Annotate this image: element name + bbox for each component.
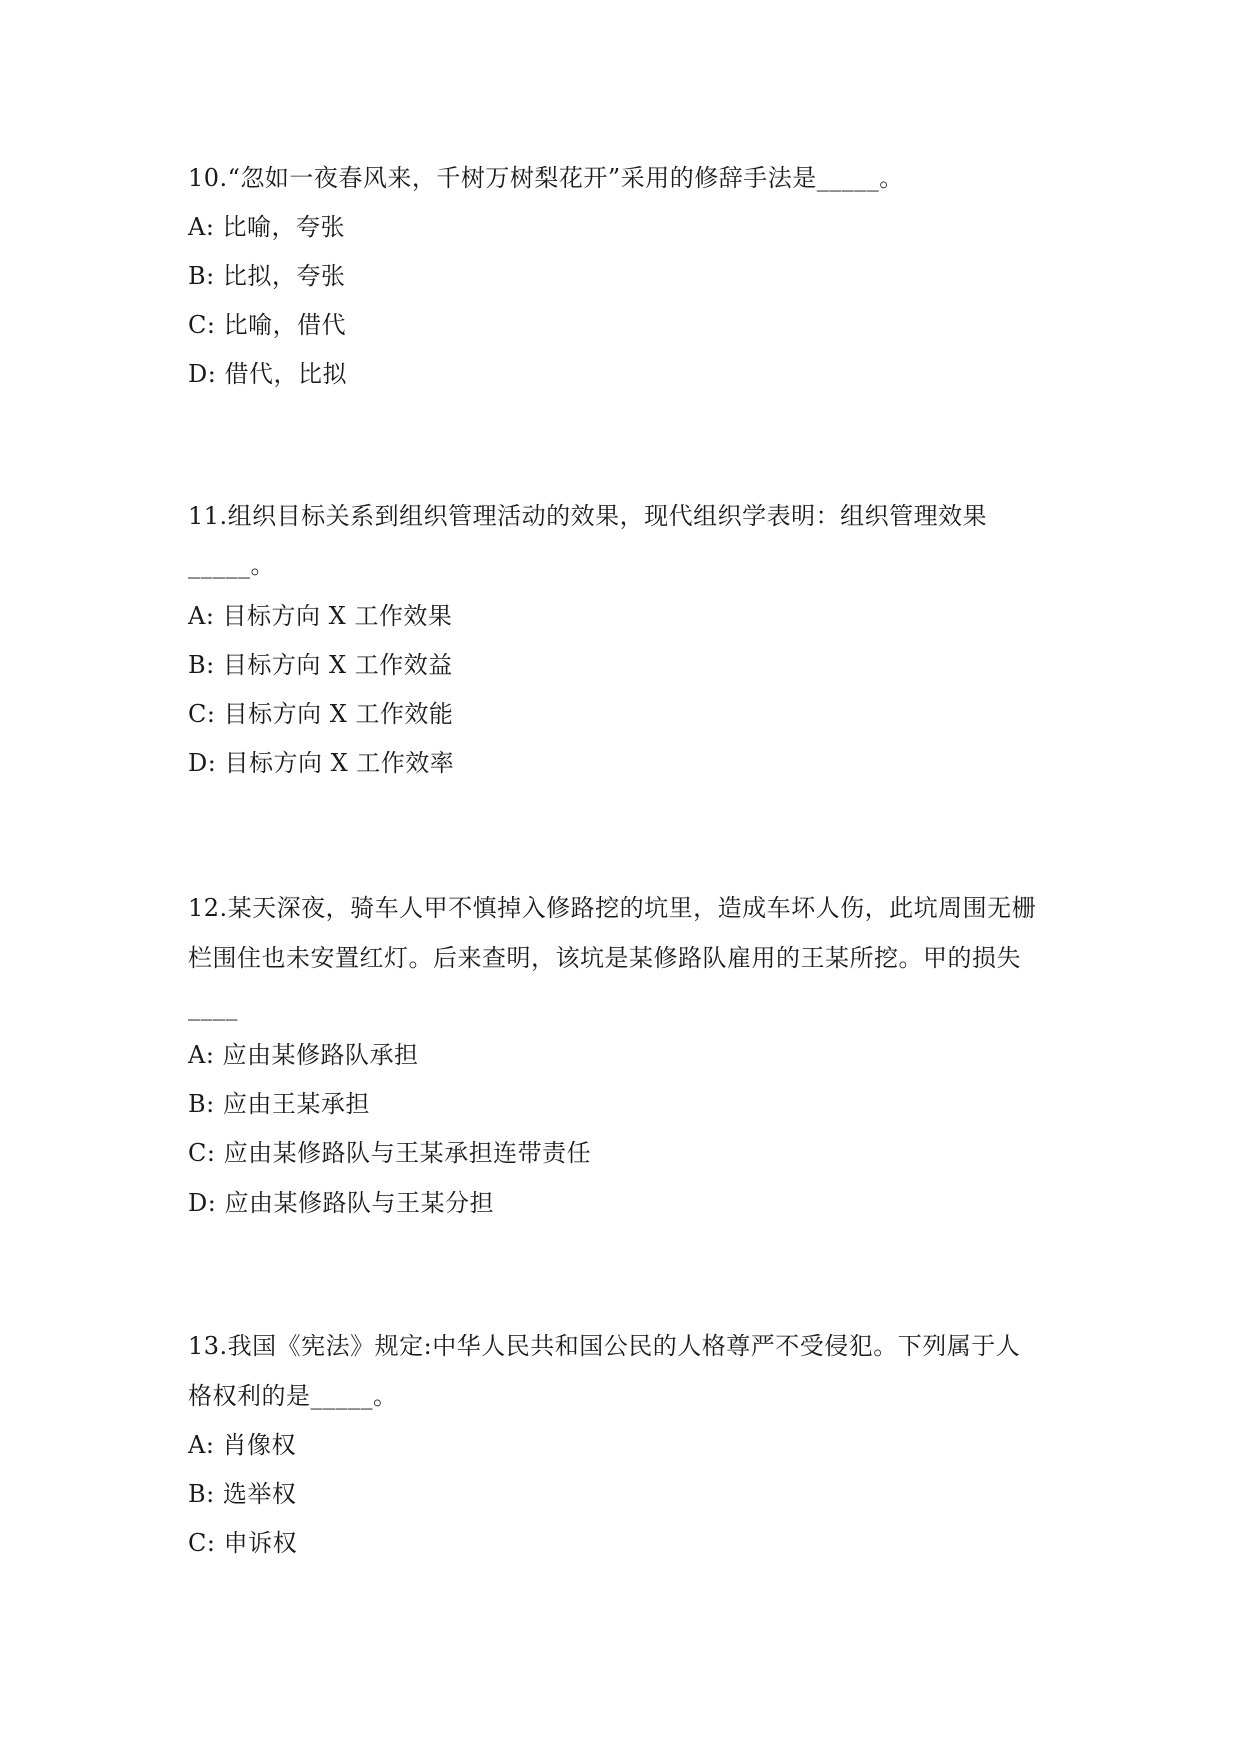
question-12-option-a: A: 应由某修路队承担 — [188, 1041, 419, 1069]
question-10-option-d: D: 借代，比拟 — [188, 360, 347, 388]
question-10-option-c: C: 比喻，借代 — [188, 311, 347, 339]
question-11-stem-line-2: _____。 — [188, 551, 275, 579]
question-11-stem-line-1: 11.组织目标关系到组织管理活动的效果，现代组织学表明：组织管理效果 — [188, 502, 988, 530]
question-12-option-b: B: 应由王某承担 — [188, 1090, 370, 1118]
question-13-option-c: C: 申诉权 — [188, 1529, 298, 1557]
question-10-option-b: B: 比拟，夸张 — [188, 262, 346, 290]
question-10-stem-line-1: 10.“忽如一夜春风来，千树万树梨花开”采用的修辞手法是_____。 — [188, 164, 904, 192]
question-13-stem-line-1: 13.我国《宪法》规定:中华人民共和国公民的人格尊严不受侵犯。下列属于人 — [188, 1332, 1021, 1360]
question-11-option-b: B: 目标方向 X 工作效益 — [188, 651, 453, 679]
question-13-option-b: B: 选举权 — [188, 1480, 297, 1508]
question-11-option-c: C: 目标方向 X 工作效能 — [188, 700, 454, 728]
question-13-stem-line-2: 格权利的是_____。 — [188, 1382, 398, 1410]
question-12-stem-line-3: ____ — [188, 993, 238, 1021]
question-11-option-a: A: 目标方向 X 工作效果 — [188, 602, 453, 630]
question-12-option-d: D: 应由某修路队与王某分担 — [188, 1189, 494, 1217]
question-12-stem-line-2: 栏围住也未安置红灯。后来查明，该坑是某修路队雇用的王某所挖。甲的损失 — [188, 944, 1021, 972]
question-10-option-a: A: 比喻，夸张 — [188, 213, 346, 241]
question-11-option-d: D: 目标方向 X 工作效率 — [188, 749, 455, 777]
question-13-option-a: A: 肖像权 — [188, 1431, 297, 1459]
question-12-option-c: C: 应由某修路队与王某承担连带责任 — [188, 1139, 592, 1167]
question-12-stem-line-1: 12.某天深夜，骑车人甲不慎掉入修路挖的坑里，造成车坏人伤，此坑周围无栅 — [188, 894, 1037, 922]
